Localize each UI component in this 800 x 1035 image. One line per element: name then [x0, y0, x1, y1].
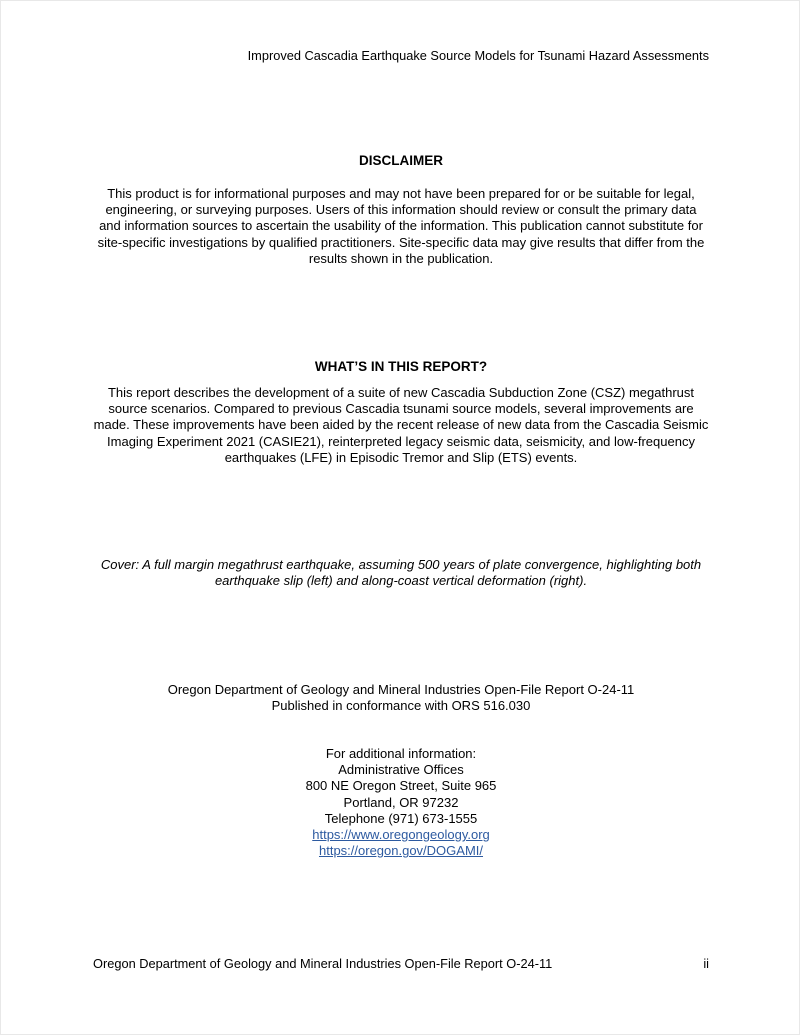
contact-office: Administrative Offices	[338, 762, 464, 778]
whats-in-report-paragraph: This report describes the development of a suite of new Cascadia Subduction Zone (CSZ) megathrust source scenarios. Compared to previous Cascadia tsunami source models, several improvements are made. These improvements have been aided by the recent release of new data from the Cascadia Seismic Imaging Experiment 2021 (CASIE21), reinterpreted legacy seismic data, seismicity, and low-frequency earthquakes (LFE) in Episodic Tremor and Slip (ETS) events.	[93, 385, 709, 465]
oregongeology-link[interactable]: https://www.oregongeology.org	[312, 827, 490, 843]
running-header: Improved Cascadia Earthquake Source Models for Tsunami Hazard Assessments	[247, 48, 709, 63]
dogami-link[interactable]: https://oregon.gov/DOGAMI/	[318, 843, 484, 859]
footer-report-title: Oregon Department of Geology and Mineral Industries Open-File Report O-24-11	[93, 956, 553, 971]
contact-block	[93, 746, 709, 859]
footer-page-number: ii	[703, 956, 709, 971]
contact-street: 800 NE Oregon Street, Suite 965	[305, 778, 497, 794]
publication-conformance-line: Published in conformance with ORS 516.030	[271, 698, 531, 714]
contact-intro: For additional information:	[325, 746, 477, 761]
contact-phone: Telephone (971) 673-1555	[324, 810, 478, 826]
disclaimer-paragraph: This product is for informational purposes and may not have been prepared for or be suitable for legal, engineering, or surveying purposes. Users of this information should review or consult the primary data and information sources to ascertain the usability of the information. This publication cannot substitute for site-specific investigations by qualified practitioners. Site-specific data may give results that differ from the results shown in the publication.	[97, 186, 705, 266]
whats-in-report-heading: WHAT’S IN THIS REPORT?	[314, 359, 488, 374]
page-footer	[93, 956, 709, 972]
disclaimer-heading: DISCLAIMER	[359, 153, 443, 168]
publication-block	[93, 682, 709, 714]
publication-report-line: Oregon Department of Geology and Mineral Industries Open-File Report O-24-11	[167, 682, 635, 697]
cover-caption: Cover: A full margin megathrust earthquake, assuming 500 years of plate convergence, highlighting both earthquake slip (left) and along-coast vertical deformation (right).	[100, 557, 702, 589]
contact-city: Portland, OR 97232	[343, 794, 459, 810]
